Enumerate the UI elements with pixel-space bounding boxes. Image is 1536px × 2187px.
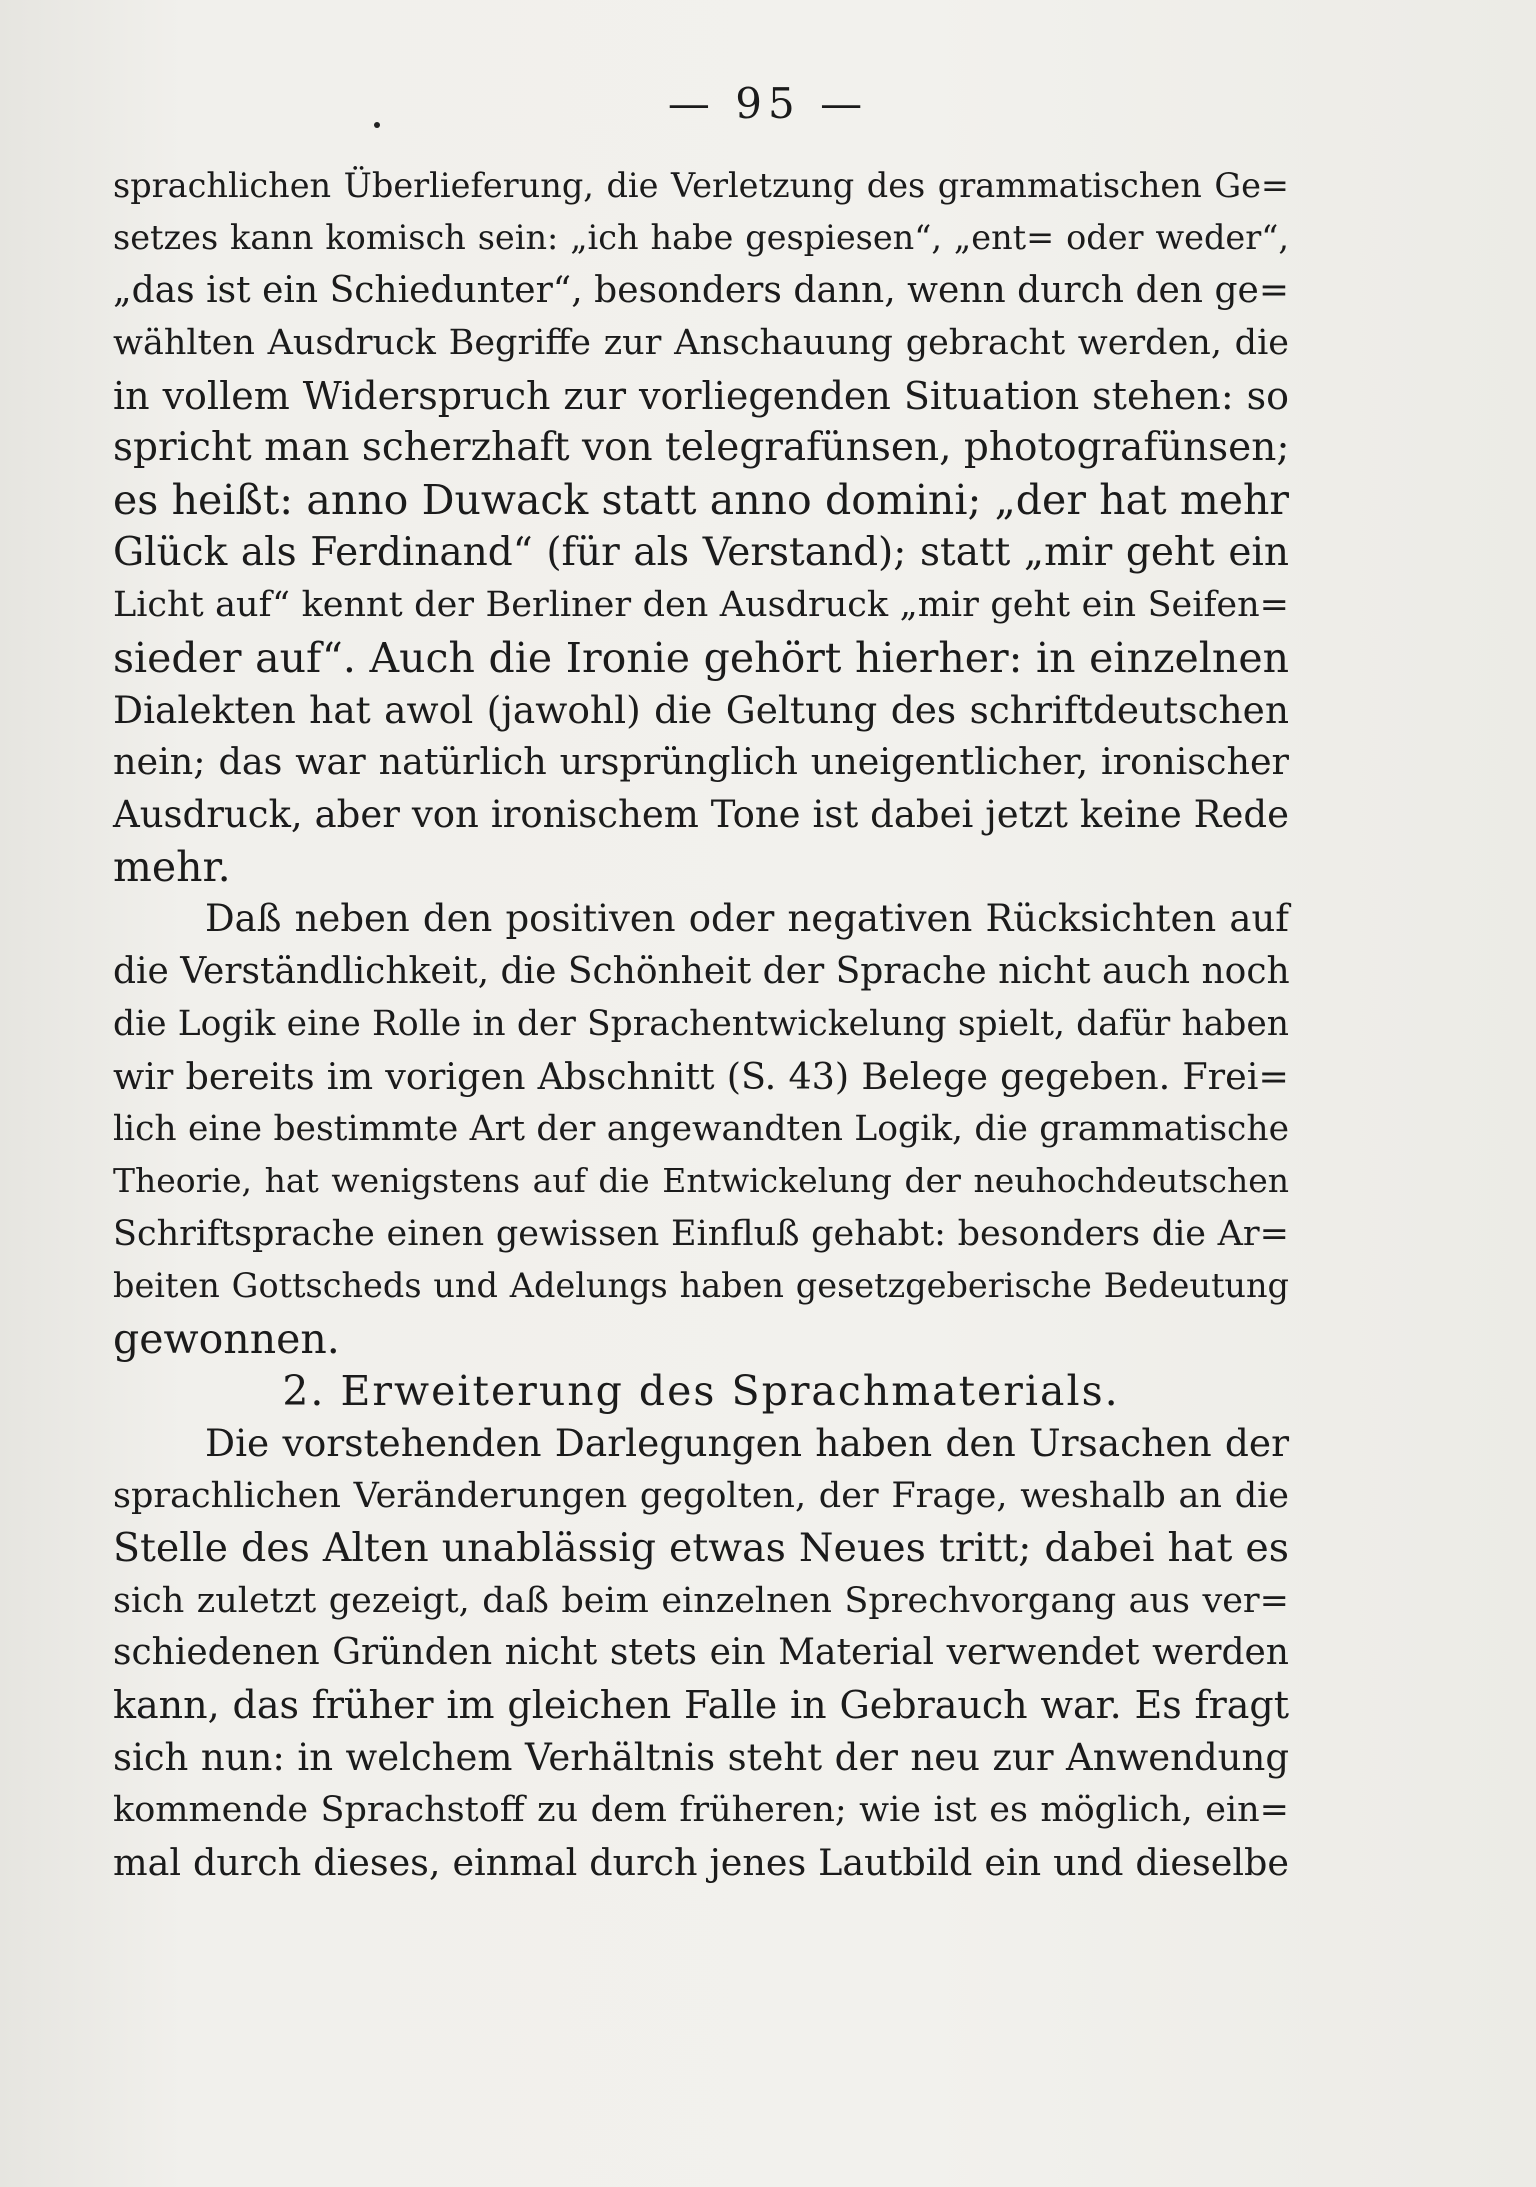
text-line: Schriftsprache einen gewissen Einfluß gehabt: besonders die Ar= <box>113 1213 1289 1254</box>
text-line: sprachlichen Veränderungen gegolten, der Frage, weshalb an die <box>113 1475 1289 1516</box>
page-body <box>113 160 1289 1889</box>
text-line: Daß neben den positiven oder negativen Rücksichten auf <box>205 897 1289 941</box>
text-line: „das ist ein Schiedunter“, besonders dann, wenn durch den ge= <box>113 269 1289 311</box>
text-line: Die vorstehenden Darlegungen haben den Ursachen der <box>205 1421 1289 1466</box>
text-line: es heißt: anno Duwack statt anno domini; „der hat mehr <box>113 476 1289 525</box>
text-line: sich zuletzt gezeigt, daß beim einzelnen Sprechvorgang aus ver= <box>113 1580 1289 1621</box>
text-line: wählten Ausdruck Begriffe zur Anschauung gebracht werden, die <box>113 323 1289 364</box>
text-line: lich eine bestimmte Art der angewandten Logik, die grammatische <box>113 1109 1289 1150</box>
text-line: sieder auf“. Auch die Ironie gehört hierher: in einzelnen <box>113 633 1289 682</box>
section-heading: 2. Erweiterung des Sprachmaterials. <box>282 1366 1120 1415</box>
text-line: in vollem Widerspruch zur vorliegenden Situation stehen: so <box>113 373 1289 418</box>
text-line: sich nun: in welchem Verhältnis steht der neu zur Anwendung <box>113 1735 1289 1779</box>
page-number: — 95 — <box>667 79 869 128</box>
text-line: sprachlichen Überlieferung, die Verletzung des grammatischen Ge= <box>113 166 1289 205</box>
text-line: Glück als Ferdinand“ (für als Verstand); statt „mir geht ein <box>113 529 1289 575</box>
text-line: mehr. <box>113 843 231 892</box>
text-line: spricht man scherzhaft von telegrafünsen, photografünsen; <box>113 424 1290 470</box>
text-line: Ausdruck, aber von ironischem Tone ist dabei jetzt keine Rede <box>113 792 1289 836</box>
text-line: die Verständlichkeit, die Schönheit der Sprache nicht auch noch <box>113 950 1290 992</box>
text-line: Theorie, hat wenigstens auf die Entwickelung der neuhochdeutschen <box>113 1161 1289 1201</box>
text-line: Dialekten hat awol (jawohl) die Geltung des schriftdeutschen <box>113 687 1289 732</box>
text-line: schiedenen Gründen nicht stets ein Material verwendet werden <box>113 1631 1289 1673</box>
text-line: nein; das war natürlich ursprünglich uneigentlicher, ironischer <box>113 740 1289 784</box>
text-line: beiten Gottscheds und Adelungs haben gesetzgeberische Bedeutung <box>113 1266 1289 1306</box>
text-line: setzes kann komisch sein: „ich habe gespiesen“, „ent= oder weder“, <box>113 218 1289 258</box>
text-line: Stelle des Alten unablässig etwas Neues tritt; dabei hat es <box>113 1525 1289 1572</box>
text-line: Licht auf“ kennt der Berliner den Ausdruck „mir geht ein Seifen= <box>113 585 1289 626</box>
text-line: gewonnen. <box>113 1314 340 1363</box>
text-line: mal durch dieses, einmal durch jenes Lautbild ein und dieselbe <box>113 1840 1289 1884</box>
text-line: wir bereits im vorigen Abschnitt (S. 43) Belege gegeben. Frei= <box>113 1054 1289 1098</box>
text-line: kommende Sprachstoff zu dem früheren; wie ist es möglich, ein= <box>113 1790 1289 1831</box>
text-line: kann, das früher im gleichen Falle in Gebrauch war. Es fragt <box>113 1683 1289 1728</box>
text-line: die Logik eine Rolle in der Sprachentwickelung spielt, dafür haben <box>113 1004 1289 1045</box>
